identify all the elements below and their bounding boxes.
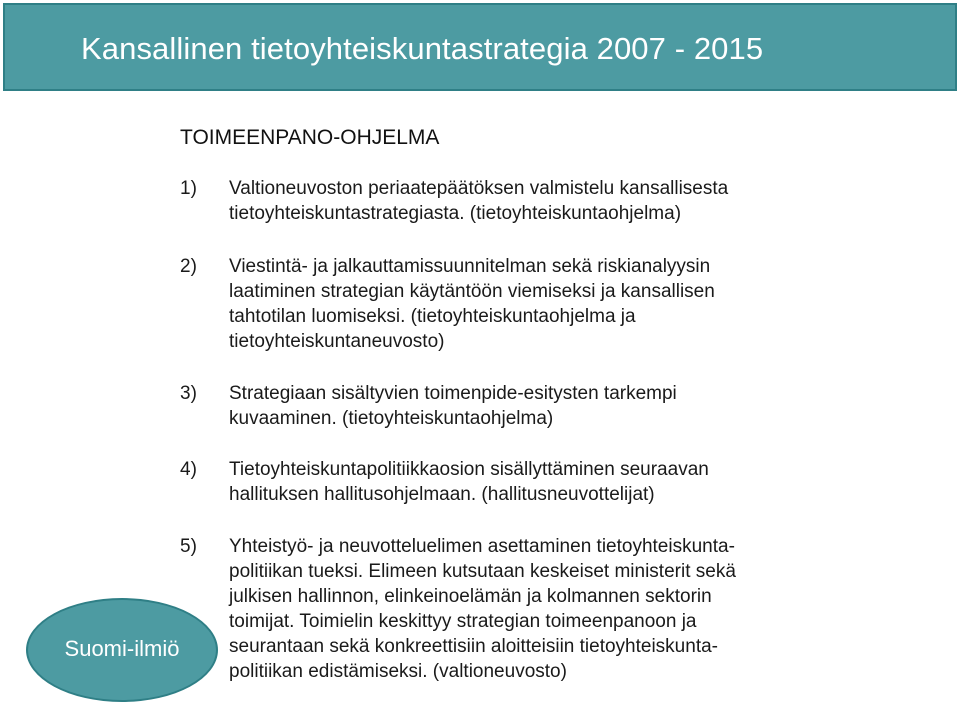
list-item-text: Viestintä- ja jalkauttamissuunnitelman sekä riskianalyysin laatiminen strategian käytäntöön viemiseksi ja kansallisen tahtotilan luomiseksi. (tietoyhteiskuntaohjelma ja tietoyhteiskuntaneuvosto) [229,256,715,352]
list-item-number: 4) [180,459,197,480]
list-item-5 [180,534,920,684]
list-item-text: Tietoyhteiskuntapolitiikkaosion sisällyttäminen seuraavan hallituksen hallitusohjelmaan. (hallitusneuvottelijat) [229,459,709,505]
list-item-1 [180,176,920,226]
list-item-text: Yhteistyö- ja neuvotteluelimen asettaminen tietoyhteiskunta- politiikan tueksi. Elimeen kutsutaan keskeiset ministerit sekä julkisen hallinnon, elinkeinoelämän ja kolmannen sektorin toimijat. Toimielin keskittyy strategian toimeenpanoon ja seurantaan sekä konkreettisiin aloitteisiin tietoyhteiskunta- politiikan edistämiseksi. (valtioneuvosto) [229,536,736,682]
list-item-text: Strategiaan sisältyvien toimenpide-esitysten tarkempi kuvaaminen. (tietoyhteiskuntaohjelma) [229,383,677,429]
suomi-ilmio-badge [26,598,218,702]
list-item-number: 1) [180,178,197,199]
list-item-3 [180,381,920,431]
section-heading: TOIMEENPANO-OHJELMA [180,126,440,149]
list-item-number: 3) [180,383,197,404]
list-item-number: 2) [180,256,197,277]
page-title: Kansallinen tietoyhteiskuntastrategia 2007 - 2015 [81,31,764,66]
list-item-text: Valtioneuvoston periaatepäätöksen valmistelu kansallisesta tietoyhteiskuntastrategiasta. (tietoyhteiskuntaohjelma) [229,178,729,224]
title-bar [3,3,957,91]
badge-label: Suomi-ilmiö [64,636,180,661]
list-item-number: 5) [180,536,197,557]
list-item-4 [180,457,920,507]
list-item-2 [180,254,920,354]
